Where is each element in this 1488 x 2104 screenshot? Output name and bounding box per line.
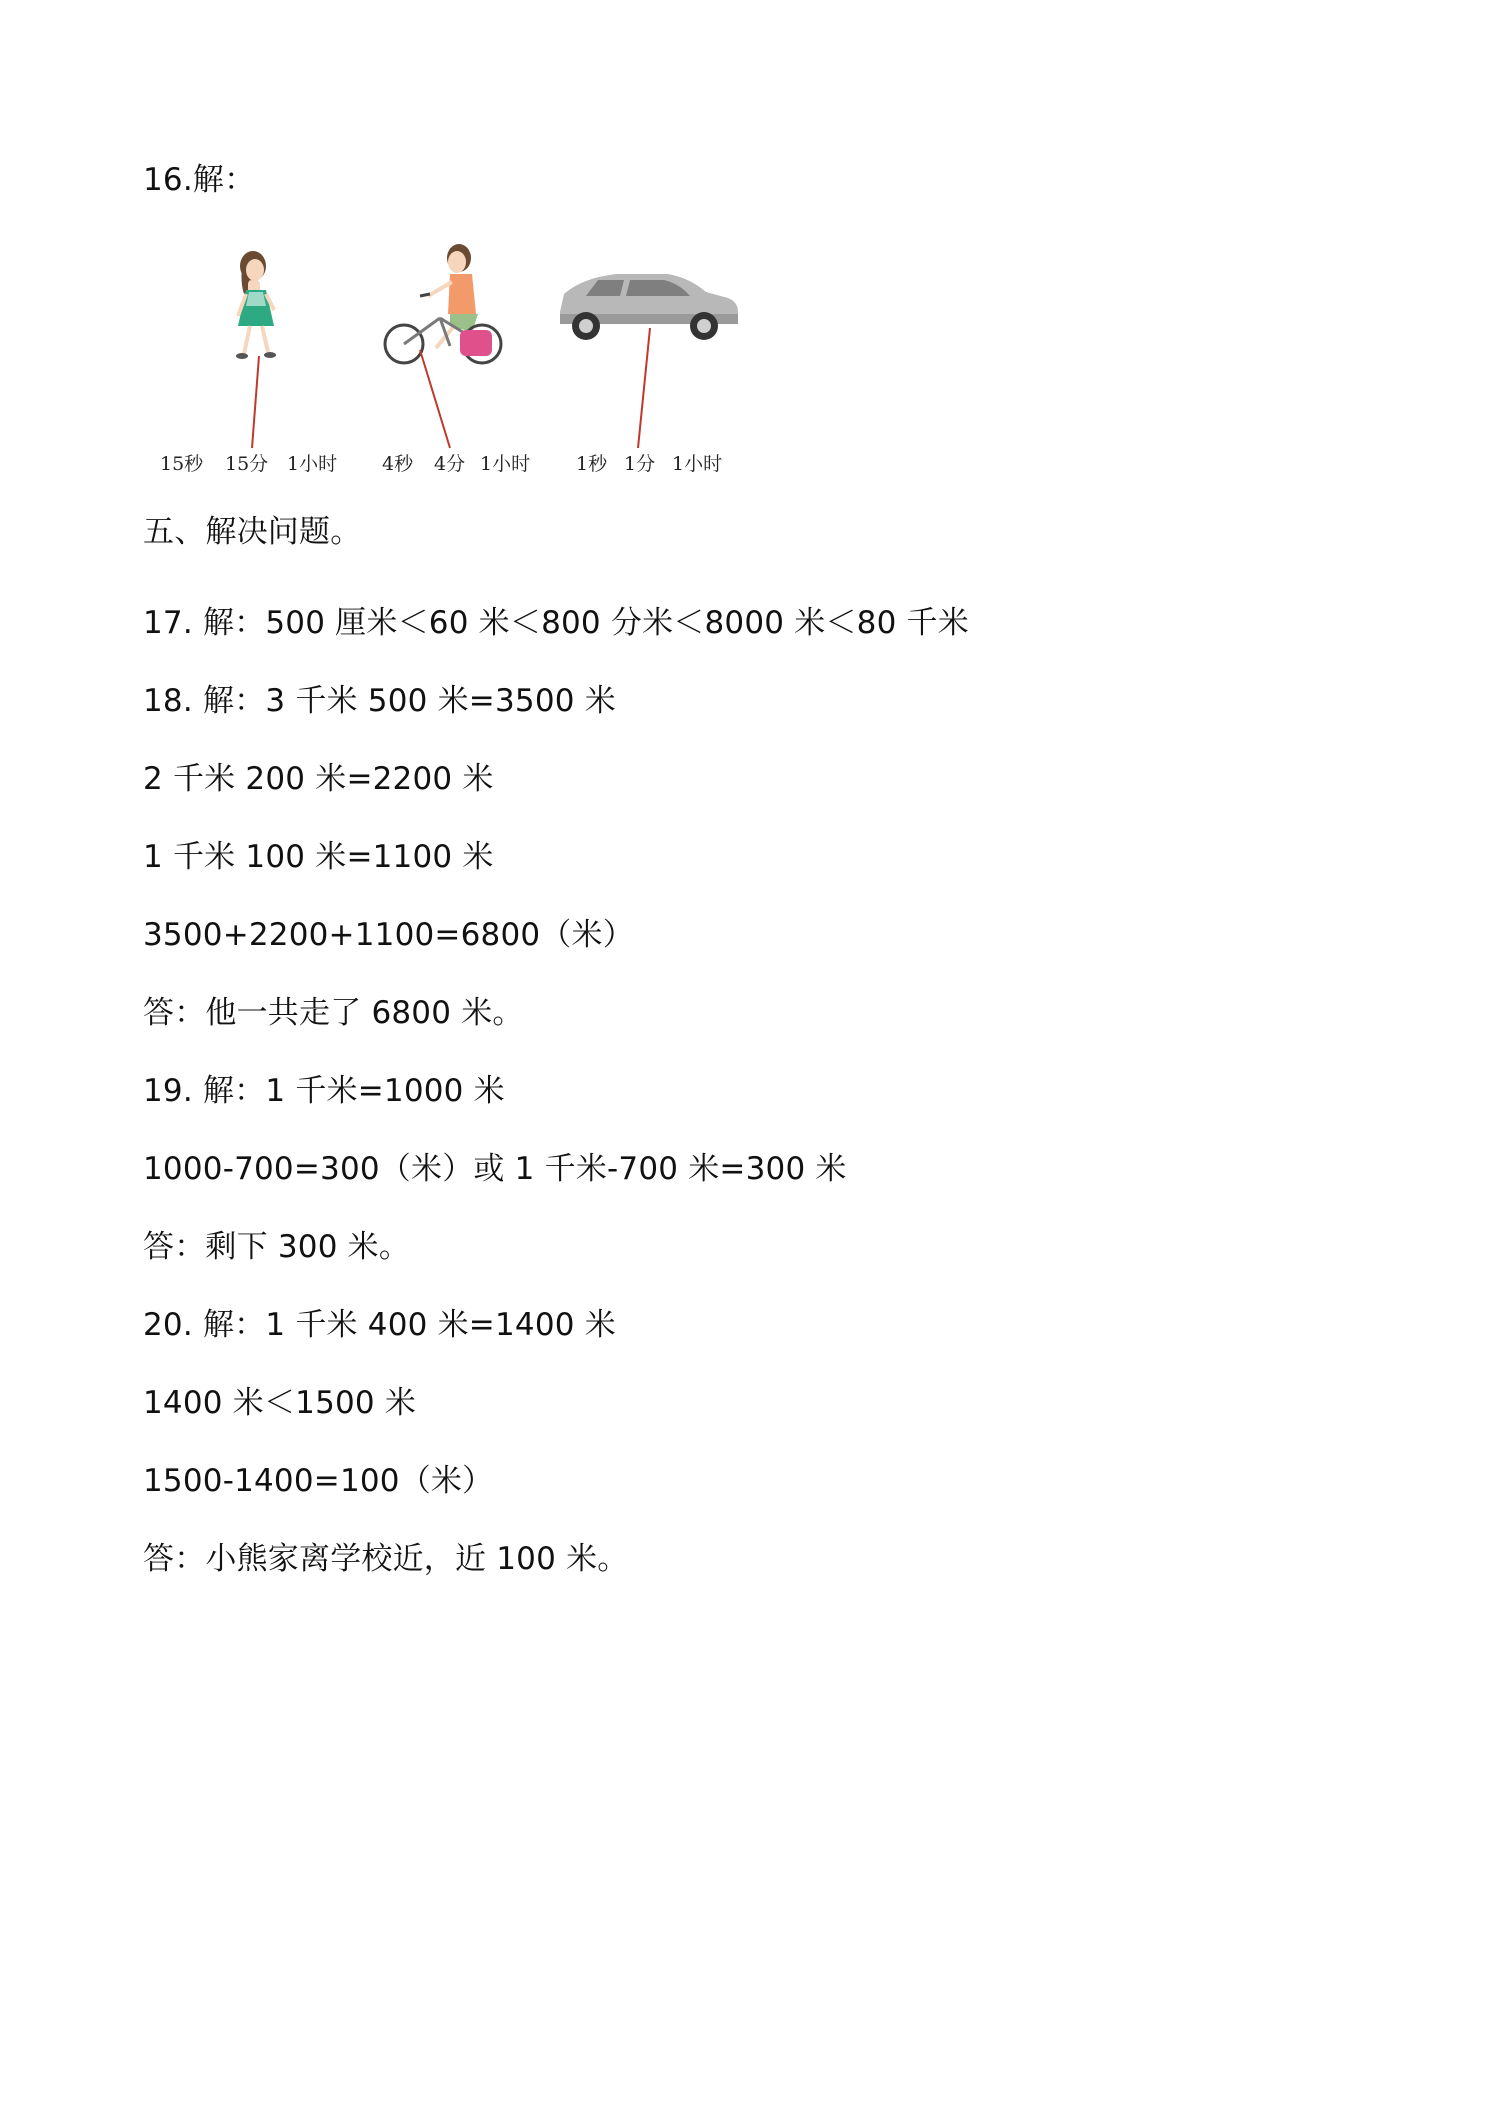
walker-option-1: 15秒 (160, 453, 204, 475)
car-options (576, 453, 722, 475)
q20-line-2: 1400 米＜1500 米 (143, 1385, 417, 1421)
walker-option-2: 15分 (225, 453, 269, 475)
match-lines (252, 328, 650, 448)
q19-line-1: 19. 解：1 千米=1000 米 (143, 1073, 505, 1109)
cyclist-option-3: 1小时 (480, 453, 531, 475)
q18-line-1: 18. 解：3 千米 500 米=3500 米 (143, 683, 616, 719)
q20-answer: 答：小熊家离学校近，近 100 米。 (143, 1541, 629, 1577)
q17-line-1: 17. 解：500 厘米＜60 米＜800 分米＜8000 米＜80 千米 (143, 605, 969, 641)
car-option-1: 1秒 (576, 453, 608, 475)
q19-answer: 答：剩下 300 米。 (143, 1229, 411, 1265)
walker-options (160, 453, 337, 475)
section-five-title: 五、解决问题。 (143, 514, 362, 550)
cyclist-options (382, 453, 530, 475)
match-line-car (638, 328, 650, 448)
walking-girl-illustration (236, 251, 276, 359)
speed-matching-figure (150, 236, 750, 482)
q16-heading: 16.解： (143, 162, 256, 198)
q20-line-1: 20. 解：1 千米 400 米=1400 米 (143, 1307, 616, 1343)
car-option-2: 1分 (624, 453, 656, 475)
q18-line-4: 3500+2200+1100=6800（米） (143, 917, 634, 953)
cyclist-option-1: 4秒 (382, 453, 414, 475)
match-line-walker (252, 356, 259, 448)
q18-answer: 答：他一共走了 6800 米。 (143, 995, 524, 1031)
q18-line-2: 2 千米 200 米=2200 米 (143, 761, 494, 797)
cyclist-option-2: 4分 (434, 453, 466, 475)
cycling-girl-illustration (385, 244, 501, 363)
car-option-3: 1小时 (672, 453, 723, 475)
q18-line-3: 1 千米 100 米=1100 米 (143, 839, 494, 875)
match-line-cyclist (420, 350, 450, 448)
q20-line-3: 1500-1400=100（米） (143, 1463, 494, 1499)
q19-line-2: 1000-700=300（米）或 1 千米-700 米=300 米 (143, 1151, 847, 1187)
walker-option-3: 1小时 (287, 453, 338, 475)
